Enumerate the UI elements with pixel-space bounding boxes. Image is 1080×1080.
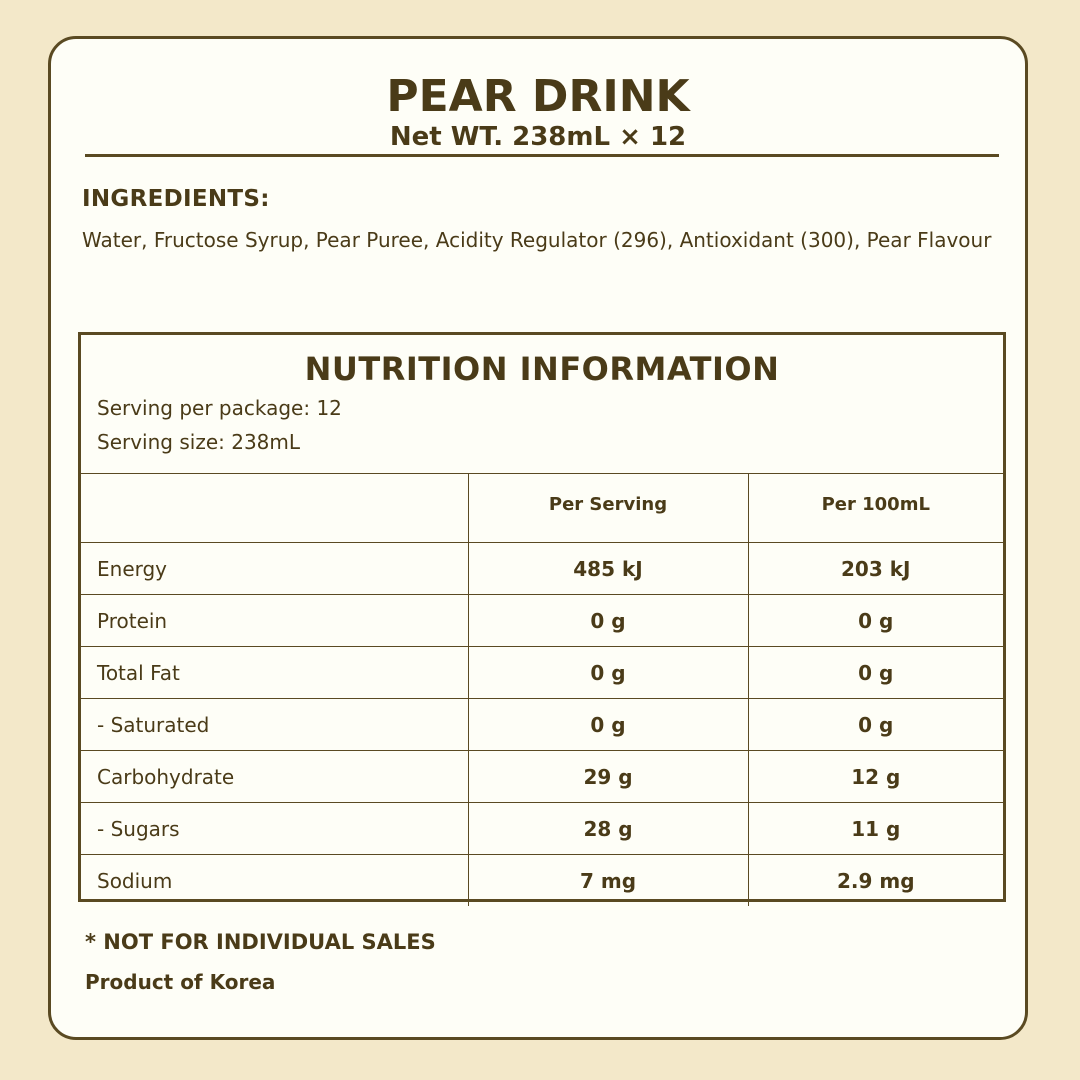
table-row (81, 647, 1003, 699)
nutrition-header-row (81, 474, 1003, 543)
table-row (81, 855, 1003, 907)
serving-size: Serving size: 238mL (97, 430, 301, 454)
per-serving-value: 485 kJ (468, 543, 748, 595)
header-per-serving: Per Serving (468, 474, 748, 543)
per-100ml-value: 11 g (748, 803, 1003, 855)
table-row (81, 751, 1003, 803)
header-per-100ml: Per 100mL (748, 474, 1003, 543)
nutrition-title: NUTRITION INFORMATION (304, 350, 780, 388)
per-serving-value: 29 g (468, 751, 748, 803)
title-divider (85, 154, 999, 157)
per-serving-value: 0 g (468, 595, 748, 647)
per-100ml-value: 0 g (748, 647, 1003, 699)
not-for-sale-notice: * NOT FOR INDIVIDUAL SALES (85, 930, 436, 954)
label-card (48, 36, 1028, 1040)
nutrient-name: Total Fat (81, 647, 468, 699)
nutrient-name: Protein (81, 595, 468, 647)
per-serving-value: 0 g (468, 647, 748, 699)
per-100ml-value: 0 g (748, 699, 1003, 751)
table-row (81, 803, 1003, 855)
nutrition-panel (78, 332, 1006, 902)
product-title: PEAR DRINK (386, 71, 690, 122)
table-row (81, 595, 1003, 647)
nutrition-table (81, 473, 1003, 906)
net-weight: Net WT. 238mL × 12 (389, 122, 687, 152)
nutrient-name: Sodium (81, 855, 468, 907)
per-100ml-value: 2.9 mg (748, 855, 1003, 907)
ingredients-text: Water, Fructose Syrup, Pear Puree, Acidity Regulator (296), Antioxidant (300), Pear Flavour (82, 228, 992, 252)
servings-per-package: Serving per package: 12 (97, 396, 342, 420)
per-serving-value: 7 mg (468, 855, 748, 907)
table-row (81, 699, 1003, 751)
header-nutrient (81, 474, 468, 543)
per-100ml-value: 0 g (748, 595, 1003, 647)
ingredients-heading: INGREDIENTS: (82, 186, 270, 212)
table-row (81, 543, 1003, 595)
country-of-origin: Product of Korea (85, 970, 276, 994)
per-serving-value: 0 g (468, 699, 748, 751)
per-100ml-value: 203 kJ (748, 543, 1003, 595)
per-serving-value: 28 g (468, 803, 748, 855)
nutrient-name: - Sugars (81, 803, 468, 855)
per-100ml-value: 12 g (748, 751, 1003, 803)
nutrient-name: - Saturated (81, 699, 468, 751)
nutrient-name: Energy (81, 543, 468, 595)
nutrient-name: Carbohydrate (81, 751, 468, 803)
